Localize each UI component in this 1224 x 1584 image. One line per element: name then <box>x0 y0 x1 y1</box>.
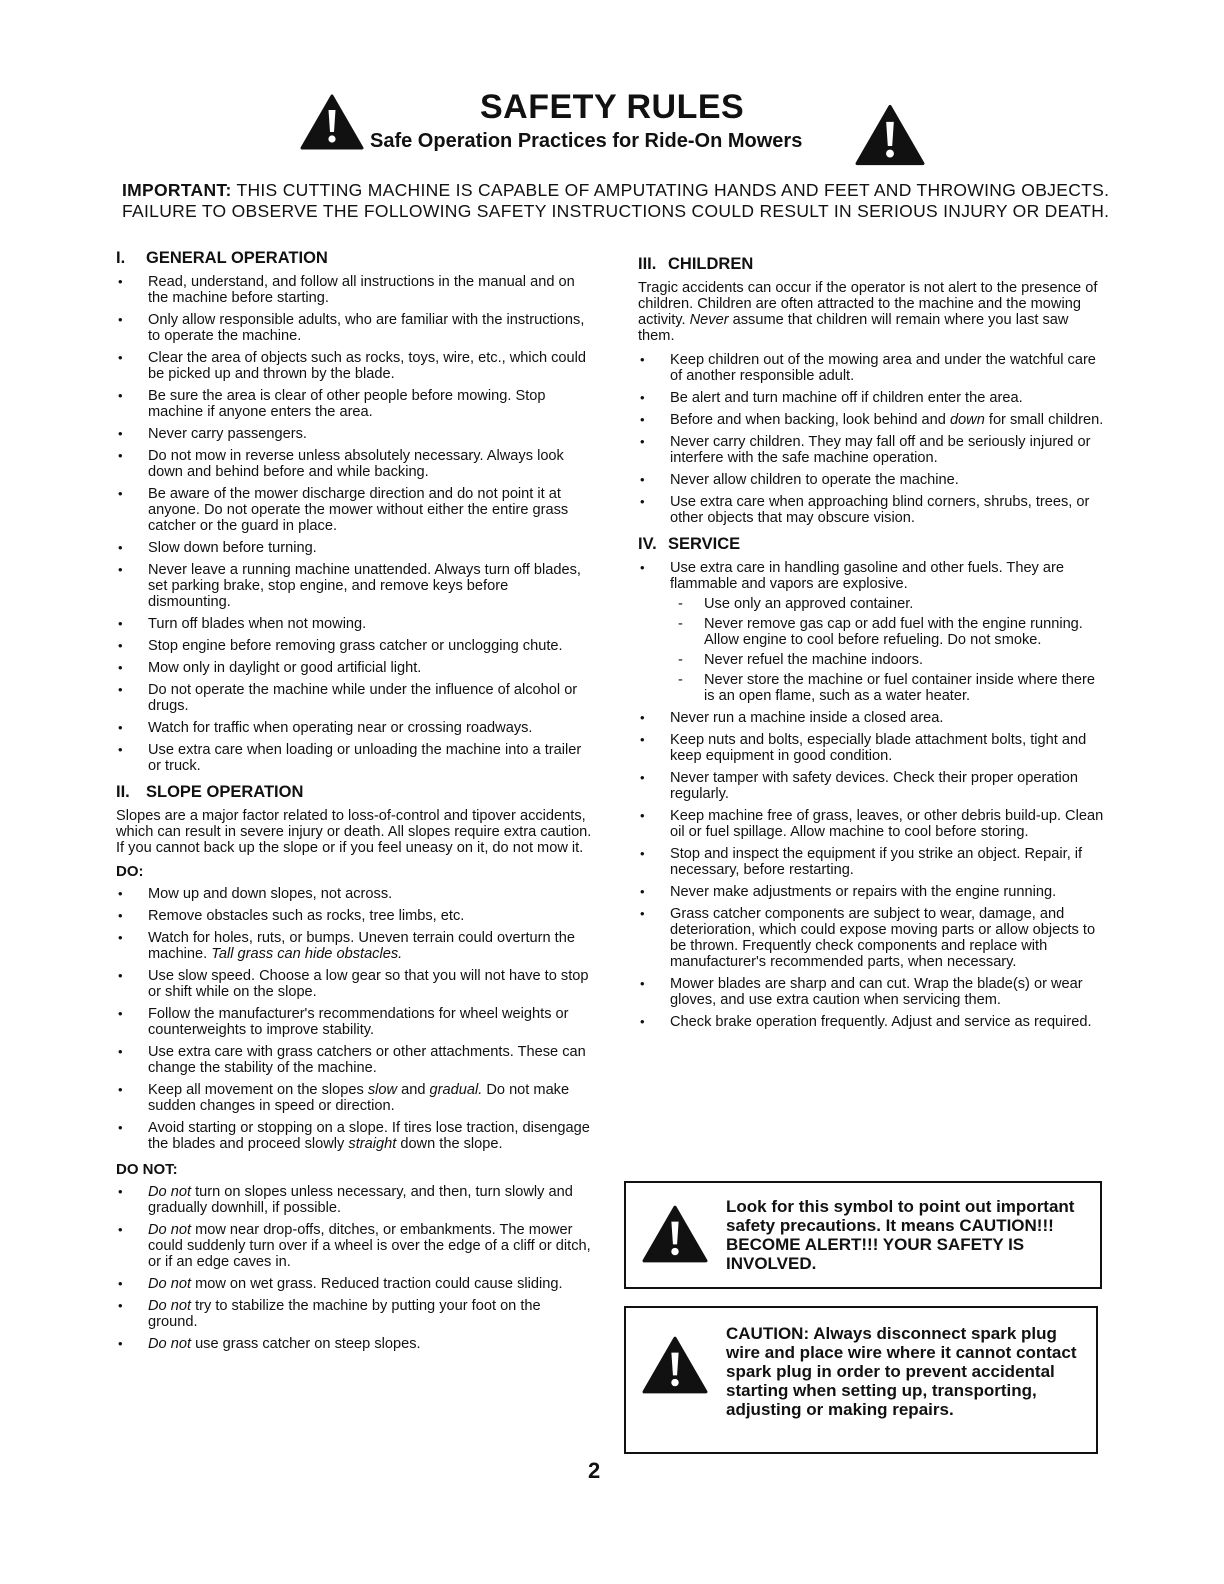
do-heading: DO: <box>116 863 144 880</box>
do-list <box>116 886 594 1152</box>
do-not-heading: DO NOT: <box>116 1161 178 1178</box>
list-item: • Watch for traffic when operating near or crossing roadways. <box>116 720 594 736</box>
children-list <box>638 352 1108 526</box>
item-text: try to stabilize the machine by putting your foot on the ground. <box>148 1298 541 1330</box>
important-text: THIS CUTTING MACHINE IS CAPABLE OF AMPUTATING HANDS AND FEET AND THROWING OBJECTS. FAILURE TO OBSERVE THE FOLLOWING SAFETY INSTRUCTIONS COULD RESULT IN SERIOUS INJURY OR DEATH. <box>122 180 1110 221</box>
section-title: GENERAL OPERATION <box>146 249 328 267</box>
warning-triangle-icon <box>642 1336 708 1394</box>
list-item: • Be aware of the mower discharge direction and do not point it at anyone. Do not operate the mower without either the entire grass catcher or the guard in place. <box>116 486 594 534</box>
list-item <box>116 1336 594 1352</box>
list-item: • Stop and inspect the equipment if you strike an object. Repair, if necessary, before restarting. <box>638 846 1108 878</box>
header <box>300 88 940 168</box>
children-intro <box>638 280 1108 344</box>
list-item <box>116 1298 594 1330</box>
important-notice <box>122 180 1112 222</box>
item-lead: Do not <box>148 1336 191 1352</box>
item-text: Avoid starting or stopping on a slope. If tires lose traction, disengage the blades and proceed slowly <box>148 1120 590 1152</box>
list-item: • Only allow responsible adults, who are familiar with the instructions, to operate the machine. <box>116 312 594 344</box>
list-item <box>116 1082 594 1114</box>
item-lead: Do not <box>148 1184 191 1200</box>
list-item: • Clear the area of objects such as rocks, toys, wire, etc., which could be picked up and thrown by the blade. <box>116 350 594 382</box>
list-item: • Slow down before turning. <box>116 540 594 556</box>
section-number: I. <box>116 249 126 267</box>
do-not-list <box>116 1184 594 1352</box>
list-item: • Use extra care with grass catchers or other attachments. These can change the stability of the machine. <box>116 1044 594 1076</box>
list-item <box>116 1222 594 1270</box>
list-item <box>116 1120 594 1152</box>
item-text: mow on wet grass. Reduced traction could cause sliding. <box>195 1276 563 1292</box>
item-emphasis: down <box>949 412 985 428</box>
item-text: Keep all movement on the slopes <box>148 1082 364 1098</box>
list-item: • Mow up and down slopes, not across. <box>116 886 594 902</box>
item-emphasis: Tall grass can hide obstacles. <box>211 946 403 962</box>
list-item: • Never allow children to operate the machine. <box>638 472 1108 488</box>
section-title: CHILDREN <box>668 255 754 273</box>
list-item: • Never carry passengers. <box>116 426 594 442</box>
left-column <box>116 250 594 1362</box>
safety-symbol-text: Look for this symbol to point out important safety precautions. It means CAUTION!!! BECOME ALERT!!! YOUR SAFETY IS INVOLVED. <box>726 1197 1075 1273</box>
list-item <box>116 1276 594 1292</box>
section-title: SERVICE <box>668 535 741 553</box>
intro-emphasis: Never <box>689 312 729 328</box>
list-item: • Never carry children. They may fall off and be seriously injured or interfere with the safe machine operation. <box>638 434 1108 466</box>
item-emphasis: slow <box>367 1082 398 1098</box>
page-subtitle: Safe Operation Practices for Ride-On Mowers <box>370 130 803 152</box>
section-number: III. <box>638 255 657 273</box>
sub-list-item: - Never refuel the machine indoors. <box>670 652 1108 668</box>
intro-text: assume that children will remain where you last saw them. <box>638 312 1069 344</box>
page-title: SAFETY RULES <box>480 88 745 126</box>
list-item <box>638 560 1108 704</box>
list-item: • Use extra care when approaching blind corners, shrubs, trees, or other objects that may obscure vision. <box>638 494 1108 526</box>
right-column <box>638 256 1108 1040</box>
list-item: • Remove obstacles such as rocks, tree limbs, etc. <box>116 908 594 924</box>
section-general-heading <box>116 250 594 266</box>
page-number: 2 <box>588 1458 601 1483</box>
list-item: • Do not operate the machine while under the influence of alcohol or drugs. <box>116 682 594 714</box>
item-text: Watch for holes, ruts, or bumps. Uneven terrain could overturn the machine. <box>148 930 575 962</box>
section-number: II. <box>116 783 130 801</box>
item-text: Do not make sudden changes in speed or direction. <box>148 1082 570 1114</box>
list-item: • Follow the manufacturer's recommendations for wheel weights or counterweights to improve stability. <box>116 1006 594 1038</box>
item-lead: Do not <box>148 1298 191 1314</box>
item-text: use grass catcher on steep slopes. <box>195 1336 421 1352</box>
list-item: • Read, understand, and follow all instructions in the manual and on the machine before starting. <box>116 274 594 306</box>
warning-triangle-icon <box>300 94 364 150</box>
item-emphasis: gradual. <box>429 1082 483 1098</box>
sub-list-item: - Never store the machine or fuel container inside where there is an open flame, such as a water heater. <box>670 672 1108 704</box>
list-item: • Use extra care when loading or unloading the machine into a trailer or truck. <box>116 742 594 774</box>
list-item: • Turn off blades when not mowing. <box>116 616 594 632</box>
item-text: Before and when backing, look behind and <box>670 412 946 428</box>
general-list <box>116 274 594 774</box>
list-item: • Keep children out of the mowing area and under the watchful care of another responsible adult. <box>638 352 1108 384</box>
list-item: • Stop engine before removing grass catcher or unclogging chute. <box>116 638 594 654</box>
list-item: • Never run a machine inside a closed area. <box>638 710 1108 726</box>
item-text: down the slope. <box>400 1136 503 1152</box>
list-item: • Mower blades are sharp and can cut. Wrap the blade(s) or wear gloves, and use extra caution when servicing them. <box>638 976 1108 1008</box>
fuel-sublist <box>670 596 1108 704</box>
section-title: SLOPE OPERATION <box>146 783 304 801</box>
item-lead: Do not <box>148 1276 191 1292</box>
item-lead: Do not <box>148 1222 191 1238</box>
list-item: • Keep nuts and bolts, especially blade attachment bolts, tight and keep equipment in good condition. <box>638 732 1108 764</box>
list-item: • Never make adjustments or repairs with the engine running. <box>638 884 1108 900</box>
list-item: • Mow only in daylight or good artificial light. <box>116 660 594 676</box>
sub-list-item: - Never remove gas cap or add fuel with the engine running. Allow engine to cool before refueling. Do not smoke. <box>670 616 1108 648</box>
important-label: IMPORTANT: <box>122 180 232 200</box>
list-item: • Never tamper with safety devices. Check their proper operation regularly. <box>638 770 1108 802</box>
section-slope-heading <box>116 784 594 800</box>
list-item <box>638 412 1108 428</box>
list-item: • Never leave a running machine unattended. Always turn off blades, set parking brake, stop engine, and remove keys before dismounting. <box>116 562 594 610</box>
sub-list-item: - Use only an approved container. <box>670 596 1108 612</box>
list-item: • Check brake operation frequently. Adjust and service as required. <box>638 1014 1108 1030</box>
list-item: • Be alert and turn machine off if children enter the area. <box>638 390 1108 406</box>
safety-symbol-box <box>624 1181 1102 1289</box>
list-item <box>116 1184 594 1216</box>
list-item: • Grass catcher components are subject to wear, damage, and deterioration, which could expose moving parts or allow objects to be thrown. Frequently check components and replace with manufacturer's recommended parts, when necessary. <box>638 906 1108 970</box>
section-children-heading <box>638 256 1108 272</box>
item-text: Use extra care in handling gasoline and other fuels. They are flammable and vapors are explosive. <box>670 560 1065 592</box>
item-text: turn on slopes unless necessary, and then, turn slowly and gradually downhill, if possible. <box>148 1184 573 1216</box>
item-text: and <box>401 1082 426 1098</box>
item-emphasis: straight <box>348 1136 397 1152</box>
caution-box <box>624 1306 1098 1454</box>
slope-intro: Slopes are a major factor related to loss-of-control and tipover accidents, which can result in severe injury or death. All slopes require extra caution. If you cannot back up the slope or if you feel uneasy on it, do not mow it. <box>116 808 592 856</box>
list-item <box>116 930 594 962</box>
list-item: • Use slow speed. Choose a low gear so that you will not have to stop or shift while on the slope. <box>116 968 594 1000</box>
list-item: • Be sure the area is clear of other people before mowing. Stop machine if anyone enters the area. <box>116 388 594 420</box>
service-list <box>638 560 1108 1030</box>
item-text: mow near drop-offs, ditches, or embankments. The mower could suddenly turn over if a wheel is over the edge of a cliff or ditch, or if an edge caves in. <box>148 1222 591 1270</box>
list-item: • Do not mow in reverse unless absolutely necessary. Always look down and behind before and while backing. <box>116 448 594 480</box>
warning-triangle-icon <box>642 1205 708 1263</box>
intro-text: Tragic accidents can occur if the operator is not alert to the presence of children. Children are often attracted to the machine and the mowing activity. <box>638 280 1098 328</box>
section-number: IV. <box>638 535 657 553</box>
caution-text: CAUTION: Always disconnect spark plug wire and place wire where it cannot contact spark plug in order to prevent accidental starting when setting up, transporting, adjusting or making repairs. <box>726 1324 1077 1419</box>
section-service-heading <box>638 536 1108 552</box>
list-item: • Keep machine free of grass, leaves, or other debris build-up. Clean oil or fuel spillage. Allow machine to cool before storing. <box>638 808 1108 840</box>
warning-triangle-icon <box>855 104 925 166</box>
item-text: for small children. <box>988 412 1104 428</box>
